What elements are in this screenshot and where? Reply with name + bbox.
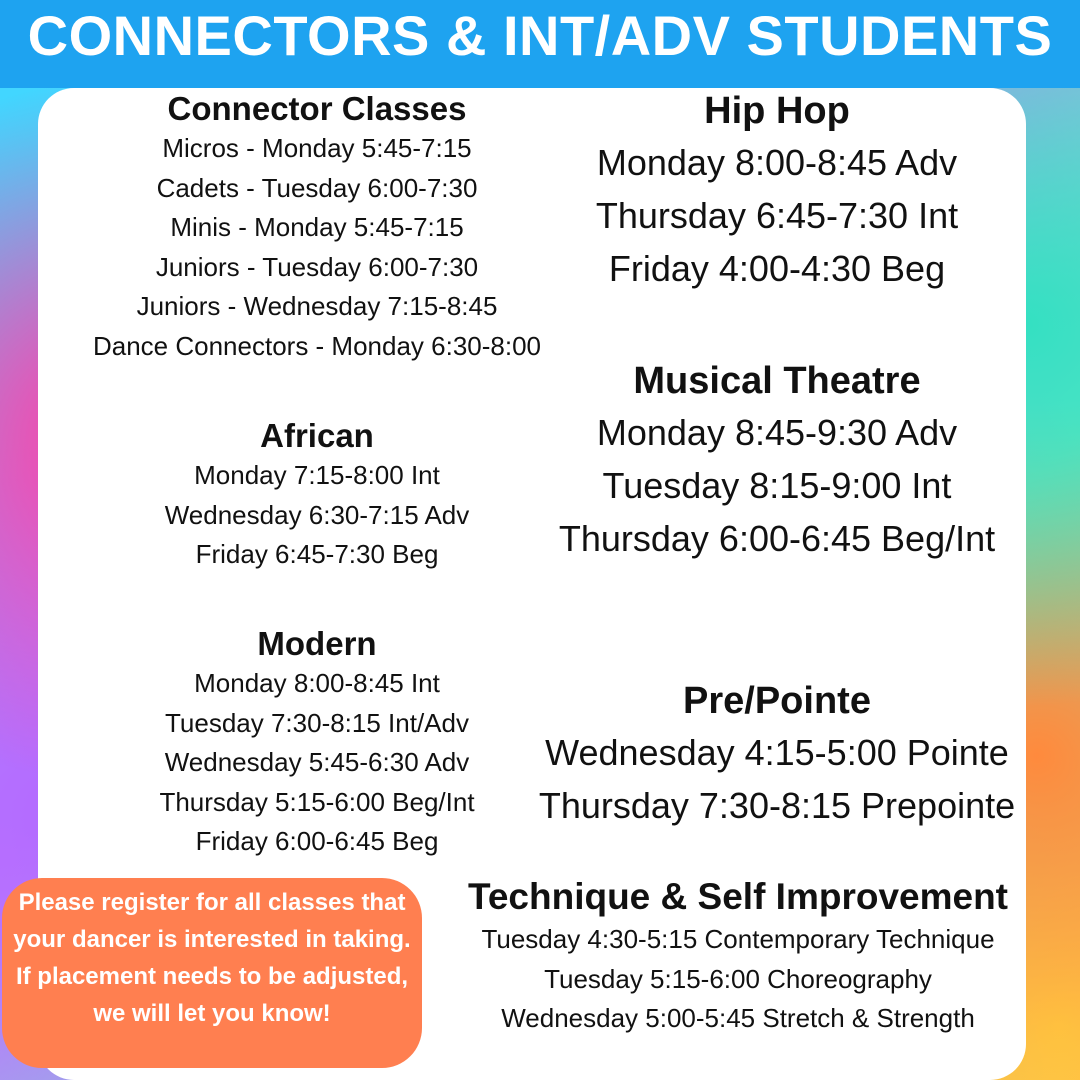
registration-notice-text: Please register for all classes that your dancer is interested in taking. If placement needs to be adjusted, we will let you know! [13,889,411,1027]
title-banner [0,0,1080,88]
class-line: Tuesday 7:30-8:15 Int/Adv [164,707,469,738]
class-line: Monday 8:45-9:30 Adv [596,412,958,453]
section-heading: Pre/Pointe [683,680,871,722]
connector-classes-section [57,89,577,366]
african-section [117,416,517,575]
class-line: Monday 8:00-8:45 Adv [596,142,958,183]
class-line: Friday 4:00-4:30 Beg [608,248,946,289]
class-line: Cadets - Tuesday 6:00-7:30 [156,172,478,203]
class-line: Dance Connectors - Monday 6:30-8:00 [92,330,542,361]
class-line: Juniors - Wednesday 7:15-8:45 [136,291,498,321]
class-line: Thursday 6:45-7:30 Int [595,195,959,236]
class-line: Tuesday 4:30-5:15 Contemporary Technique [481,924,995,954]
modern-section [117,624,517,862]
page-title: CONNECTORS & INT/ADV STUDENTS [27,4,1053,67]
class-line: Wednesday 5:00-5:45 Stretch & Strength [501,1003,975,1033]
section-heading: Hip Hop [704,90,850,132]
class-line: Wednesday 5:45-6:30 Adv [164,747,470,777]
class-line: Friday 6:45-7:30 Beg [195,539,439,569]
section-heading: Musical Theatre [633,360,921,402]
section-heading: Modern [257,625,377,662]
class-line: Monday 8:00-8:45 Int [194,668,440,698]
class-line: Monday 7:15-8:00 Int [194,460,440,490]
class-line: Tuesday 8:15-9:00 Int [602,465,952,506]
class-line: Micros - Monday 5:45-7:15 [162,133,472,163]
section-heading: Technique & Self Improvement [467,876,1009,917]
registration-notice [2,878,422,1068]
class-line: Tuesday 5:15-6:00 Choreography [544,963,932,994]
section-heading: African [260,417,374,454]
class-line: Thursday 6:00-6:45 Beg/Int [558,518,996,559]
hip-hop-section [527,86,1027,295]
musical-theatre-section [527,356,1027,565]
class-line: Thursday 7:30-8:15 Prepointe [538,785,1016,826]
class-line: Thursday 5:15-6:00 Beg/Int [159,786,475,817]
class-line: Minis - Monday 5:45-7:15 [170,212,464,242]
class-line: Friday 6:00-6:45 Beg [195,826,439,856]
class-line: Wednesday 6:30-7:15 Adv [164,499,470,530]
class-line: Wednesday 4:15-5:00 Pointe [545,732,1009,773]
pre-pointe-section [527,676,1027,832]
technique-section [438,874,1038,1039]
class-line: Juniors - Tuesday 6:00-7:30 [155,251,479,282]
section-heading: Connector Classes [167,90,467,127]
